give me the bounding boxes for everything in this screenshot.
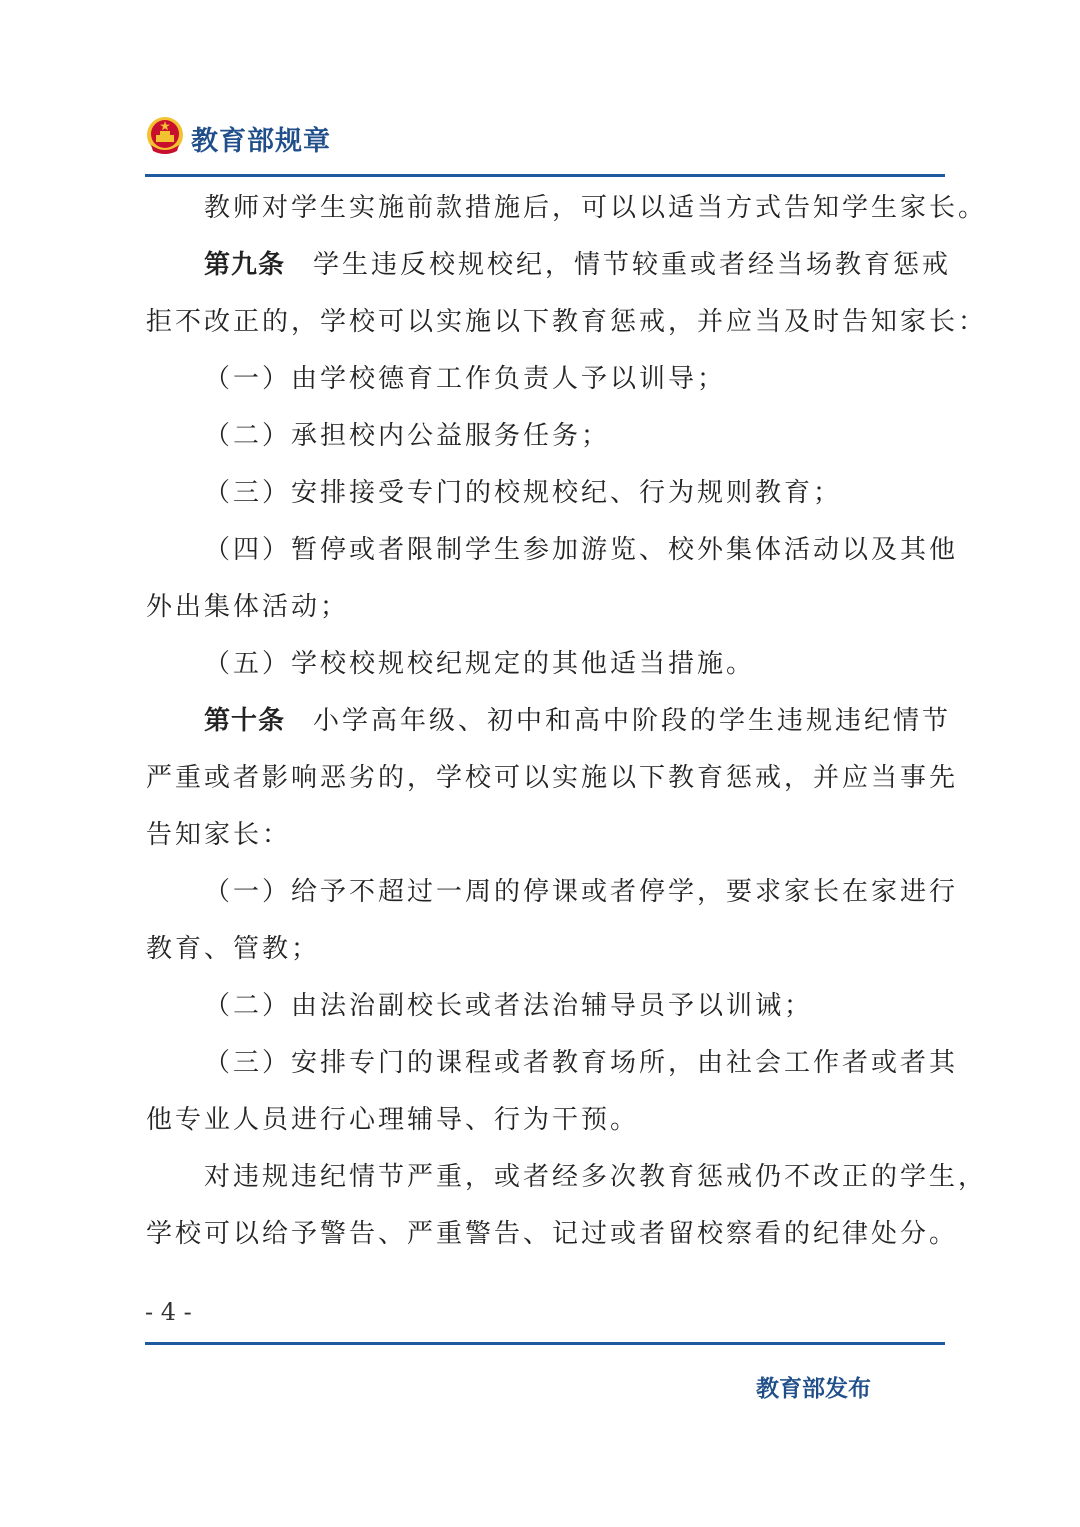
footer-rule xyxy=(145,1342,945,1345)
article-9-label: 第九条 xyxy=(204,250,286,280)
header-rule xyxy=(145,174,945,177)
page-header-title: 教育部规章 xyxy=(191,126,331,157)
footer-publisher: 教育部发布 xyxy=(756,1376,871,1402)
list-item: （四）暂停或者限制学生参加游览、校外集体活动以及其他 xyxy=(204,535,959,565)
paragraph-line: 告知家长： xyxy=(146,820,292,850)
list-item: （五）学校校规校纪规定的其他适当措施。 xyxy=(204,649,756,679)
paragraph-line: 他专业人员进行心理辅导、行为干预。 xyxy=(146,1105,640,1135)
list-item: （二）承担校内公益服务任务； xyxy=(204,421,611,451)
list-item: （一）给予不超过一周的停课或者停学，要求家长在家进行 xyxy=(204,877,959,907)
list-item: （一）由学校德育工作负责人予以训导； xyxy=(204,364,727,394)
paragraph-line: 外出集体活动； xyxy=(146,592,350,622)
page-number: - 4 - xyxy=(145,1298,192,1326)
page-header xyxy=(145,113,945,163)
list-item: （二）由法治副校长或者法治辅导员予以训诫； xyxy=(204,991,814,1021)
article-9-first-line xyxy=(146,237,966,294)
national-emblem-icon xyxy=(145,115,185,157)
paragraph-line: 教育、管教； xyxy=(146,934,321,964)
list-item: （三）安排接受专门的校规校纪、行为规则教育； xyxy=(204,478,843,508)
paragraph-line: 学校可以给予警告、严重警告、记过或者留校察看的纪律处分。 xyxy=(146,1219,959,1249)
list-item: （三）安排专门的课程或者教育场所，由社会工作者或者其 xyxy=(204,1048,959,1078)
article-10-first-line xyxy=(146,693,966,750)
paragraph-line: 教师对学生实施前款措施后，可以以适当方式告知学生家长。 xyxy=(204,193,988,223)
article-10-text: 小学高年级、初中和高中阶段的学生违规违纪情节 xyxy=(313,706,952,736)
paragraph-line: 严重或者影响恶劣的，学校可以实施以下教育惩戒，并应当事先 xyxy=(146,763,959,793)
paragraph-line: 对违规违纪情节严重，或者经多次教育惩戒仍不改正的学生， xyxy=(204,1162,988,1192)
paragraph-line: 拒不改正的，学校可以实施以下教育惩戒，并应当及时告知家长： xyxy=(146,307,988,337)
article-10-label: 第十条 xyxy=(204,706,286,736)
document-body xyxy=(146,180,988,1263)
article-9-text: 学生违反校规校纪，情节较重或者经当场教育惩戒 xyxy=(313,250,952,280)
